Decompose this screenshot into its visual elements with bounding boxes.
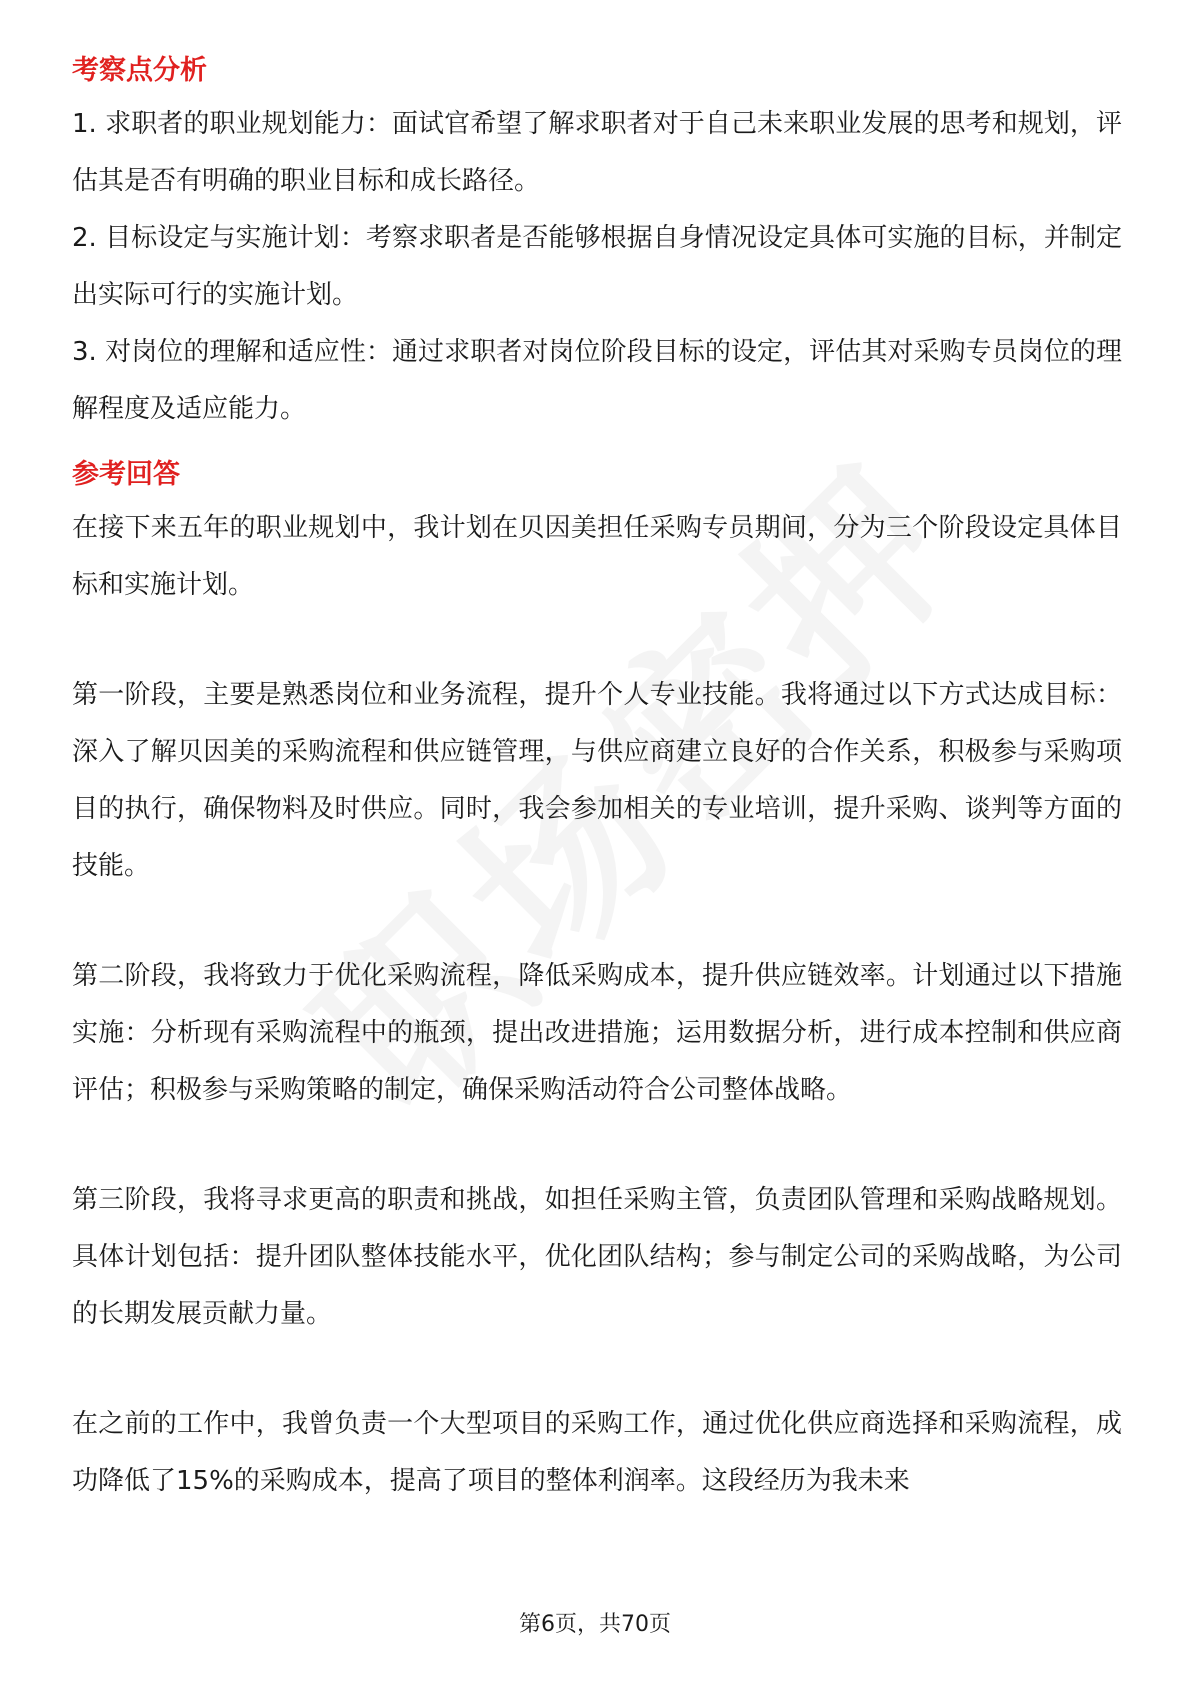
answer-title: 参考回答	[72, 459, 180, 490]
page-number: 第6页，共70页	[519, 1612, 671, 1637]
document-body	[72, 46, 1122, 1510]
answer-paragraph: 在接下来五年的职业规划中，我计划在贝因美担任采购专员期间，分为三个阶段设定具体目标和实施计划。	[72, 513, 1122, 600]
analysis-point: 1. 求职者的职业规划能力：面试官希望了解求职者对于自己未来职业发展的思考和规划，评估其是否有明确的职业目标和成长路径。	[72, 109, 1122, 196]
answer-paragraph: 第一阶段，主要是熟悉岗位和业务流程，提升个人专业技能。我将通过以下方式达成目标：深入了解贝因美的采购流程和供应链管理，与供应商建立良好的合作关系，积极参与采购项目的执行，确保物料及时供应。同时，我会参加相关的专业培训，提升采购、谈判等方面的技能。	[72, 680, 1122, 881]
analysis-point: 2. 目标设定与实施计划：考察求职者是否能够根据自身情况设定具体可实施的目标，并制定出实际可行的实施计划。	[72, 223, 1122, 310]
analysis-point: 3. 对岗位的理解和适应性：通过求职者对岗位阶段目标的设定，评估其对采购专员岗位的理解程度及适应能力。	[72, 337, 1122, 424]
analysis-title: 考察点分析	[72, 55, 207, 86]
answer-paragraph: 第二阶段，我将致力于优化采购流程，降低采购成本，提升供应链效率。计划通过以下措施实施：分析现有采购流程中的瓶颈，提出改进措施；运用数据分析，进行成本控制和供应商评估；积极参与采购策略的制定，确保采购活动符合公司整体战略。	[72, 961, 1122, 1105]
answer-paragraph: 第三阶段，我将寻求更高的职责和挑战，如担任采购主管，负责团队管理和采购战略规划。具体计划包括：提升团队整体技能水平，优化团队结构；参与制定公司的采购战略，为公司的长期发展贡献力量。	[72, 1185, 1122, 1329]
answer-paragraph: 在之前的工作中，我曾负责一个大型项目的采购工作，通过优化供应商选择和采购流程，成功降低了15%的采购成本，提高了项目的整体利润率。这段经历为我未来	[72, 1409, 1122, 1496]
